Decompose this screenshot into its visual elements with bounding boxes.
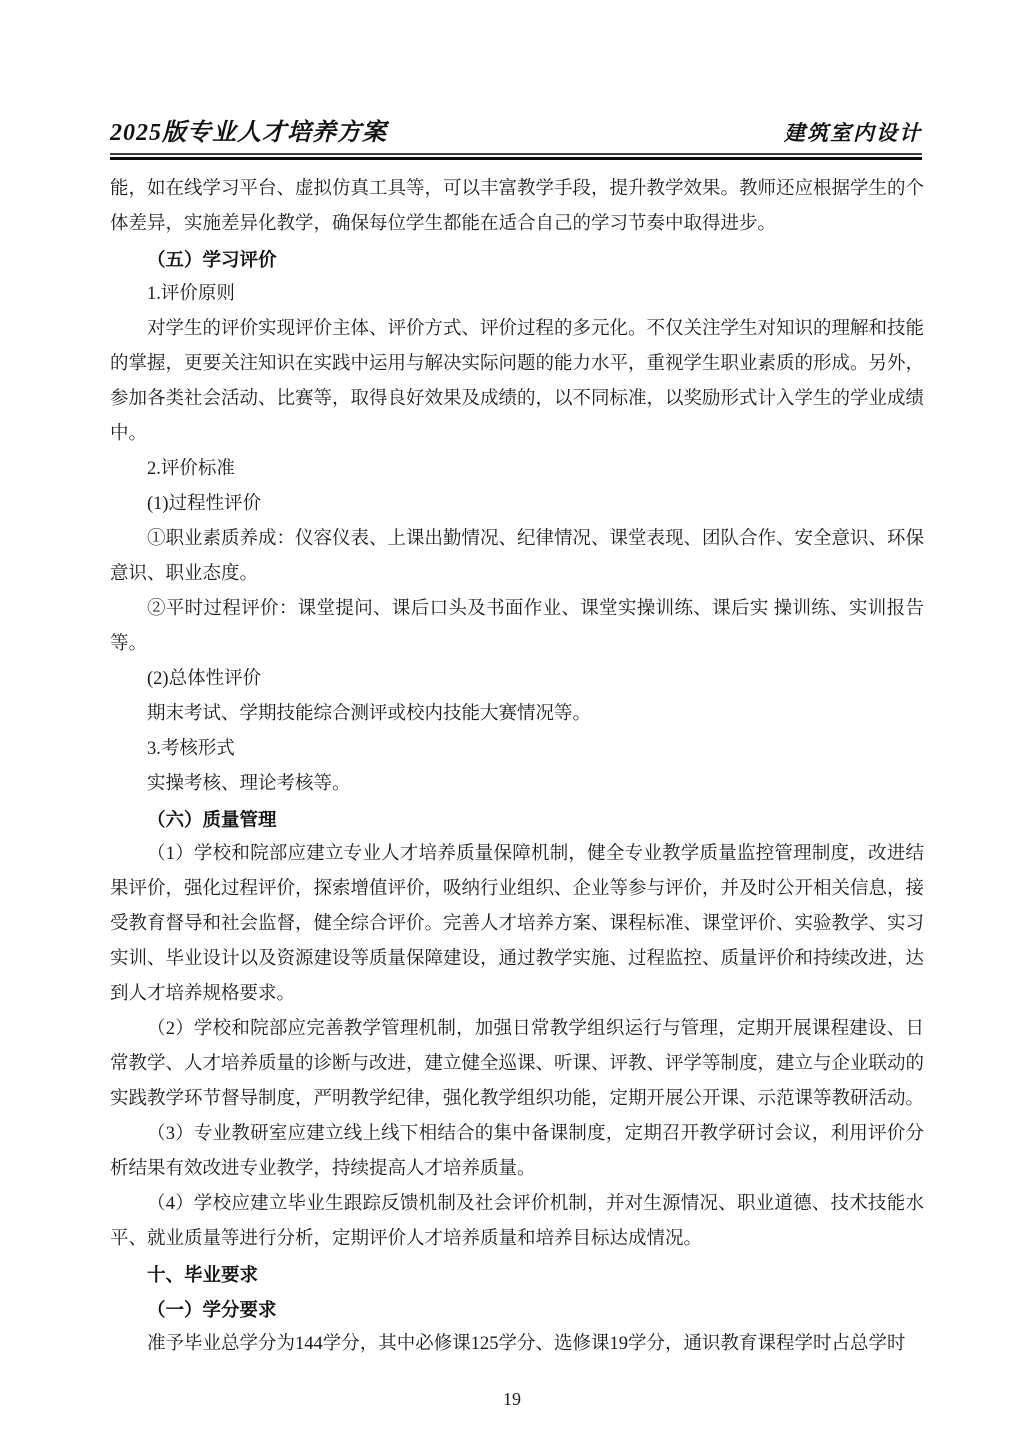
paragraph: 实操考核、理论考核等。 [147, 774, 351, 794]
paragraph: 能，如在线学习平台、虚拟仿真工具等，可以丰富教学手段，提升教学效果。教师还应根据学生的个体差异，实施差异化教学，确保每位学生都能在适合自己的学习节奏中取得进步。 [110, 179, 925, 234]
paragraph: 3.考核形式 [147, 739, 235, 759]
paragraph: ②平时过程评价：课堂提问、课后口头及书面作业、课堂实操训练、课后实 操训练、实训报告等。 [110, 599, 924, 654]
section-heading: （六）质量管理 [147, 809, 277, 830]
header-left-title: 2025版专业人才培养方案 [110, 120, 387, 146]
paragraph: （1）学校和院部应建立专业人才培养质量保障机制，健全专业教学质量监控管理制度，改进结果评价，强化过程评价，探索增值评价，吸纳行业组织、企业等参与评价，并及时公开相关信息，接受教育督导和社会监督，健全综合评价。完善人才培养方案、课程标准、课堂评价、实验教学、实习实训、毕业设计以及资源建设等质量保障建设，通过教学实施、过程监控、质量评价和持续改进，达到人才培养规格要求。 [110, 844, 925, 1004]
page-footer [0, 1389, 1024, 1410]
paragraph: （3）专业教研室应建立线上线下相结合的集中备课制度，定期召开教学研讨会议，利用评价分析结果有效改进专业教学，持续提高人才培养质量。 [110, 1124, 924, 1179]
header-rule-thick [110, 157, 922, 160]
header-right-title: 建筑室内设计 [784, 121, 922, 145]
paragraph: (1)过程性评价 [147, 494, 262, 514]
page-header [110, 112, 922, 160]
document-body [110, 172, 924, 1362]
paragraph: （4）学校应建立毕业生跟踪反馈机制及社会评价机制，并对生源情况、职业道德、技术技能水平、就业质量等进行分析，定期评价人才培养质量和培养目标达成情况。 [110, 1194, 924, 1249]
paragraph: 2.评价标准 [147, 459, 235, 479]
paragraph: (2)总体性评价 [147, 669, 262, 689]
page-number: 19 [503, 1389, 521, 1409]
chapter-heading: 十、毕业要求 [147, 1264, 259, 1285]
paragraph: 期末考试、学期技能综合测评或校内技能大赛情况等。 [147, 704, 592, 724]
section-heading: （五）学习评价 [147, 249, 277, 270]
paragraph: 准予毕业总学分为144学分，其中必修课125学分、选修课19学分，通识教育课程学时占总学时 [147, 1334, 906, 1354]
paragraph: ①职业素质养成：仪容仪表、上课出勤情况、纪律情况、课堂表现、团队合作、安全意识、环保意识、职业态度。 [110, 529, 925, 584]
paragraph: （2）学校和院部应完善教学管理机制，加强日常教学组织运行与管理，定期开展课程建设、日常教学、人才培养质量的诊断与改进，建立健全巡课、听课、评教、评学等制度，建立与企业联动的实践教学环节督导制度，严明教学纪律，强化教学组织功能，定期开展公开课、示范课等教研活动。 [110, 1019, 925, 1109]
paragraph: 1.评价原则 [147, 284, 235, 304]
header-rule-thin [110, 153, 922, 155]
section-heading: （一）学分要求 [147, 1299, 277, 1320]
paragraph: 对学生的评价实现评价主体、评价方式、评价过程的多元化。不仅关注学生对知识的理解和技能的掌握，更要关注知识在实践中运用与解决实际问题的能力水平，重视学生职业素质的形成。另外，参加各类社会活动、比赛等，取得良好效果及成绩的，以不同标准，以奖励形式计入学生的学业成绩中。 [110, 319, 925, 444]
